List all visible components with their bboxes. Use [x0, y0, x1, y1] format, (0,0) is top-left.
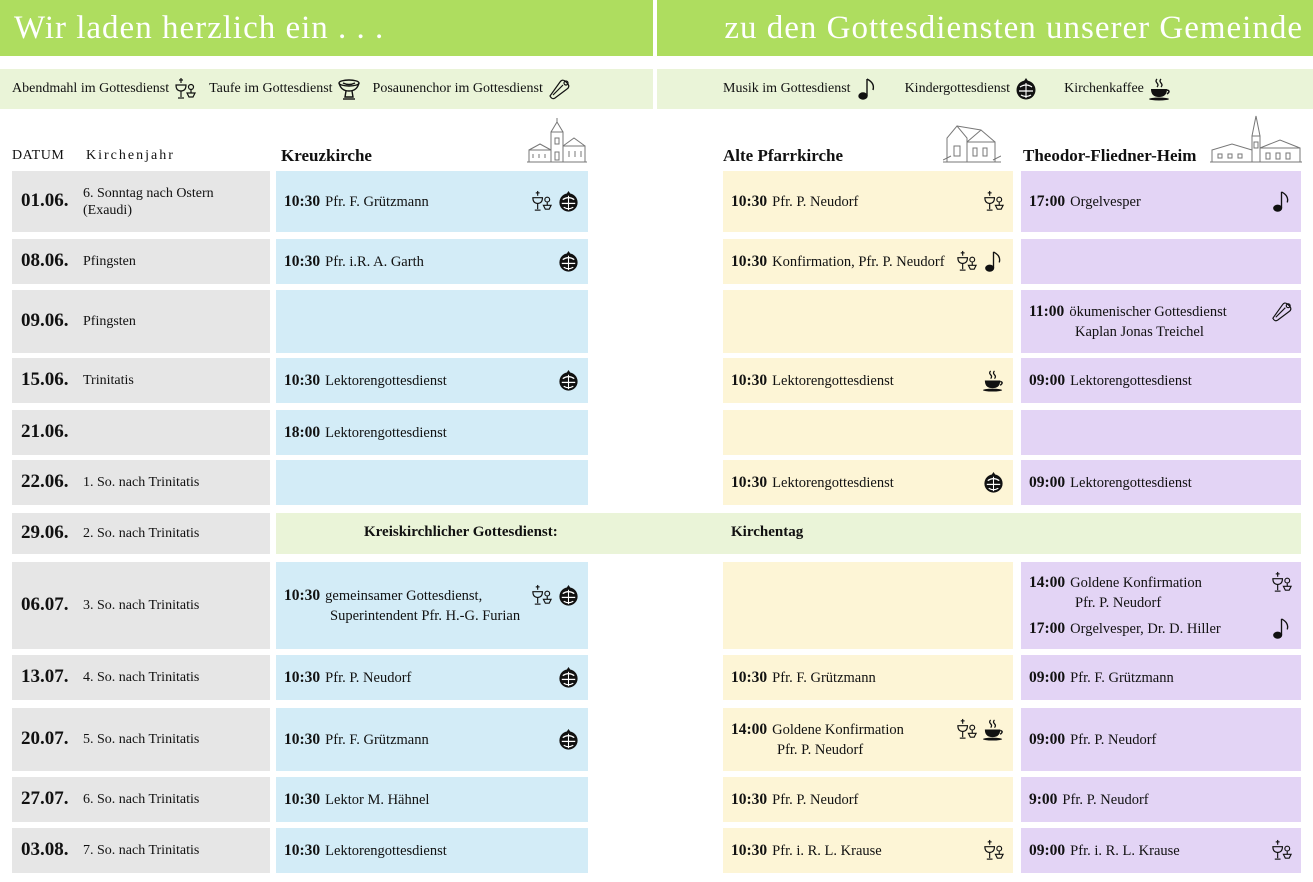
legend-label: Taufe im Gottesdienst [209, 81, 333, 96]
kirchenjahr-line: 6. Sonntag nach Ostern [83, 185, 214, 201]
service-time: 18:00 [284, 424, 321, 441]
service-entry [1029, 790, 1295, 810]
service-date: 09.06. [21, 309, 69, 331]
legend-right [657, 69, 1313, 109]
communion-icon [530, 190, 553, 213]
service-description: Kaplan Jonas Treichel [1075, 324, 1204, 340]
service-time: 14:00 [731, 721, 768, 738]
kirchenjahr-label [83, 253, 136, 270]
legend-item [373, 77, 571, 101]
kirchenjahr-line: 7. So. nach Trinitatis [83, 843, 200, 858]
service-date: 01.06. [21, 189, 69, 211]
heim-cell [1021, 358, 1301, 403]
alt-cell [723, 828, 1013, 873]
heim-cell [1021, 460, 1301, 505]
service-date: 03.08. [21, 838, 69, 860]
legend-item [209, 77, 360, 101]
kirchenjahr-line: 4. So. nach Trinitatis [83, 670, 200, 685]
service-description: Lektorengottesdienst [1070, 475, 1192, 491]
heim-cell [1021, 828, 1301, 873]
service-description: Pfr. P. Neudorf [772, 194, 859, 210]
legend-label: Abendmahl im Gottesdienst [12, 81, 170, 96]
service-entry [1029, 668, 1295, 688]
heim-cell [1021, 708, 1301, 771]
alt-cell [723, 777, 1013, 822]
service-description: Orgelvesper, Dr. D. Hiller [1070, 621, 1221, 637]
legend-item [12, 77, 197, 101]
service-entry [731, 841, 1007, 861]
children-icon [557, 666, 580, 689]
service-entry [1029, 302, 1295, 342]
kreuz-cell [276, 708, 588, 771]
children-icon [557, 584, 580, 607]
service-icons [530, 584, 580, 607]
alt-cell [723, 460, 1013, 505]
service-entry [284, 730, 582, 750]
service-icons [557, 250, 580, 273]
service-icons [982, 190, 1005, 213]
service-date: 21.06. [21, 420, 69, 442]
kreuz-cell [276, 460, 588, 505]
service-description: Lektorengottesdienst [772, 475, 894, 491]
kreuzkirche-drawing-icon [527, 118, 587, 164]
date-cell [12, 290, 270, 353]
legend-label: Kirchenkaffee [1064, 81, 1144, 96]
kreuz-cell [276, 358, 588, 403]
service-icons [1270, 190, 1293, 213]
kirchenjahr-label [83, 731, 199, 748]
alt-cell [723, 410, 1013, 455]
service-description: Konfirmation, Pfr. P. Neudorf [772, 254, 945, 270]
alt-cell [723, 562, 1013, 649]
service-time: 10:30 [284, 669, 321, 686]
service-time: 11:00 [1029, 303, 1065, 320]
date-cell [12, 460, 270, 505]
service-time: 10:30 [284, 253, 321, 270]
header-right-title: zu den Gottesdiensten unserer Gemeinde [657, 0, 1313, 56]
heim-cell [1021, 562, 1301, 649]
kreuz-cell [276, 655, 588, 700]
service-entry [284, 841, 582, 861]
trombone-icon [547, 77, 571, 101]
service-icons [982, 471, 1005, 494]
kirchenjahr-line: Pfingsten [83, 254, 136, 269]
service-time: 10:30 [284, 193, 321, 210]
kirchenjahr-line: 3. So. nach Trinitatis [83, 598, 200, 613]
service-icons [982, 839, 1005, 862]
service-description: Pfr. P. Neudorf [772, 792, 859, 808]
kreuz-cell [276, 290, 588, 353]
communion-icon [1270, 571, 1293, 594]
service-time: 10:30 [731, 474, 768, 491]
trombone-icon [1270, 300, 1293, 323]
service-entry [284, 371, 582, 391]
legend-item [723, 77, 879, 101]
service-time: 10:30 [731, 372, 768, 389]
service-description: Lektorengottesdienst [325, 843, 447, 859]
communion-icon [530, 584, 553, 607]
kreuz-cell [276, 171, 588, 232]
kirchenjahr-line: 5. So. nach Trinitatis [83, 732, 200, 747]
service-time: 09:00 [1029, 372, 1066, 389]
alt-cell [723, 708, 1013, 771]
legend-label: Posaunenchor im Gottesdienst [372, 81, 543, 96]
kirchenjahr-label [83, 842, 199, 859]
service-description: Pfr. i. R. L. Krause [772, 843, 882, 859]
service-time: 09:00 [1029, 731, 1066, 748]
alt-cell [723, 358, 1013, 403]
kirchenjahr-label [83, 597, 199, 614]
service-time: 10:30 [284, 791, 321, 808]
service-entry [731, 668, 1007, 688]
kreuz-cell [276, 562, 588, 649]
service-icons [955, 250, 1005, 273]
children-icon [557, 728, 580, 751]
kirchenjahr-line: Pfingsten [83, 314, 136, 329]
kreuz-cell [276, 828, 588, 873]
alt-cell [723, 655, 1013, 700]
service-time: 09:00 [1029, 669, 1066, 686]
service-description: Lektorengottesdienst [325, 425, 447, 441]
alte-pfarrkirche-drawing-icon [943, 120, 1001, 164]
service-entry [284, 252, 582, 272]
coffee-cup-icon [982, 718, 1005, 741]
theodor-fliedner-heim-drawing-icon [1210, 114, 1302, 164]
service-entry [1029, 573, 1295, 613]
service-time: 10:30 [731, 791, 768, 808]
service-description: ökumenischer Gottesdienst [1069, 304, 1227, 320]
kirchenjahr-label [83, 791, 199, 808]
service-description: Pfr. i.R. A. Garth [325, 254, 424, 270]
service-entry [731, 192, 1007, 212]
service-description: Pfr. P. Neudorf [777, 742, 864, 758]
music-note-icon [1270, 190, 1293, 213]
service-date: 06.07. [21, 593, 69, 615]
service-time: 14:00 [1029, 574, 1066, 591]
communion-icon [955, 250, 978, 273]
kirchenjahr-line: (Exaudi) [83, 202, 132, 218]
communion-icon [955, 718, 978, 741]
date-cell [12, 513, 270, 554]
service-time: 17:00 [1029, 193, 1066, 210]
service-description: Pfr. P. Neudorf [325, 670, 412, 686]
service-time: 10:30 [284, 842, 321, 859]
service-date: 20.07. [21, 727, 69, 749]
kirchenjahr-line: Trinitatis [83, 373, 134, 388]
kreuz-cell [276, 777, 588, 822]
span-right-text: Kirchentag [731, 523, 804, 540]
communion-icon [1270, 839, 1293, 862]
children-icon [557, 250, 580, 273]
heim-cell [1021, 171, 1301, 232]
communion-icon [982, 190, 1005, 213]
service-icons [1270, 300, 1293, 323]
service-description: Lektor M. Hähnel [325, 792, 430, 808]
service-time: 10:30 [731, 253, 768, 270]
service-description: Pfr. F. Grützmann [325, 732, 429, 748]
communion-icon [173, 77, 197, 101]
service-description: Goldene Konfirmation [1070, 575, 1202, 591]
kirchenjahr-line: 6. So. nach Trinitatis [83, 792, 200, 807]
date-cell [12, 777, 270, 822]
heim-cell [1021, 410, 1301, 455]
service-description: Lektorengottesdienst [772, 373, 894, 389]
service-description: Pfr. P. Neudorf [1070, 732, 1157, 748]
date-cell [12, 358, 270, 403]
heim-cell [1021, 239, 1301, 284]
date-cell [12, 239, 270, 284]
service-description: Pfr. F. Grützmann [325, 194, 429, 210]
service-entry [1029, 841, 1295, 861]
service-date: 08.06. [21, 249, 69, 271]
service-entry [1029, 473, 1295, 493]
service-time: 10:30 [284, 587, 321, 604]
service-description: Superintendent Pfr. H.-G. Furian [330, 608, 521, 624]
children-icon [1014, 77, 1038, 101]
service-date: 13.07. [21, 665, 69, 687]
header-left-title: Wir laden herzlich ein . . . [0, 0, 653, 56]
service-icons [1270, 571, 1293, 594]
alt-cell [723, 171, 1013, 232]
music-note-icon [1270, 617, 1293, 640]
kirchenjahr-label [83, 669, 199, 686]
service-description: Pfr. i. R. L. Krause [1070, 843, 1180, 859]
baptism-font-icon [337, 77, 361, 101]
children-icon [557, 369, 580, 392]
service-icons [982, 369, 1005, 392]
service-date: 29.06. [21, 521, 69, 543]
service-description: Pfr. P. Neudorf [1062, 792, 1149, 808]
children-icon [982, 471, 1005, 494]
service-time: 09:00 [1029, 842, 1066, 859]
column-datum: DATUM [12, 148, 65, 163]
legend-label: Kindergottesdienst [904, 81, 1011, 96]
service-entry [1029, 192, 1295, 212]
service-entry [284, 790, 582, 810]
service-time: 09:00 [1029, 474, 1066, 491]
coffee-cup-icon [982, 369, 1005, 392]
kreuz-cell [276, 410, 588, 455]
service-description: gemeinsamer Gottesdienst, [325, 588, 483, 604]
heim-cell [1021, 655, 1301, 700]
service-date: 27.07. [21, 787, 69, 809]
service-time: 10:30 [284, 731, 321, 748]
service-date: 22.06. [21, 470, 69, 492]
service-icons [557, 666, 580, 689]
service-entry [1029, 371, 1295, 391]
music-note-icon [982, 250, 1005, 273]
kirchenjahr-label [83, 313, 136, 330]
music-note-icon [855, 77, 879, 101]
service-entry [731, 473, 1007, 493]
column-alte-pfarrkirche: Alte Pfarrkirche [723, 146, 844, 165]
date-cell [12, 171, 270, 232]
children-icon [557, 190, 580, 213]
service-description: Goldene Konfirmation [772, 722, 904, 738]
date-cell [12, 655, 270, 700]
alt-cell [723, 239, 1013, 284]
service-icons [557, 369, 580, 392]
coffee-cup-icon [1148, 77, 1172, 101]
service-icons [1270, 839, 1293, 862]
service-time: 17:00 [1029, 620, 1066, 637]
service-icons [955, 718, 1005, 741]
span-row [276, 513, 1301, 554]
service-description: Lektorengottesdienst [325, 373, 447, 389]
kreuz-cell [276, 239, 588, 284]
service-entry [284, 423, 582, 443]
legend-item [905, 77, 1039, 101]
kirchenjahr-label [83, 525, 199, 542]
kirchenjahr-label [83, 474, 199, 491]
communion-icon [982, 839, 1005, 862]
kirchenjahr-line: 2. So. nach Trinitatis [83, 526, 200, 541]
service-time: 10:30 [284, 372, 321, 389]
service-entry [1029, 619, 1295, 639]
service-icons [1270, 617, 1293, 640]
service-entry [731, 790, 1007, 810]
service-description: Pfr. F. Grützmann [772, 670, 876, 686]
service-description: Pfr. P. Neudorf [1075, 595, 1162, 611]
kirchenjahr-line: 1. So. nach Trinitatis [83, 475, 200, 490]
kirchenjahr-label [83, 185, 214, 219]
column-kreuzkirche: Kreuzkirche [281, 146, 372, 165]
service-icons [530, 190, 580, 213]
service-description: Lektorengottesdienst [1070, 373, 1192, 389]
column-theodor-fliedner-heim: Theodor-Fliedner-Heim [1023, 146, 1197, 165]
heim-cell [1021, 777, 1301, 822]
kirchenjahr-label [83, 372, 134, 389]
service-time: 10:30 [731, 842, 768, 859]
service-time: 9:00 [1029, 791, 1058, 808]
service-entry [284, 668, 582, 688]
heim-cell [1021, 290, 1301, 353]
service-time: 10:30 [731, 193, 768, 210]
service-icons [557, 728, 580, 751]
span-left-text: Kreiskirchlicher Gottesdienst: [364, 523, 558, 540]
column-kirchenjahr: Kirchenjahr [86, 148, 175, 163]
service-entry [1029, 730, 1295, 750]
date-cell [12, 828, 270, 873]
date-cell [12, 708, 270, 771]
service-entry [731, 371, 1007, 391]
service-description: Pfr. F. Grützmann [1070, 670, 1174, 686]
service-date: 15.06. [21, 368, 69, 390]
alt-cell [723, 290, 1013, 353]
date-cell [12, 410, 270, 455]
date-cell [12, 562, 270, 649]
legend-left [0, 69, 653, 109]
legend-label: Musik im Gottesdienst [723, 81, 851, 96]
legend-item [1064, 77, 1172, 101]
service-time: 10:30 [731, 669, 768, 686]
service-description: Orgelvesper [1070, 194, 1141, 210]
